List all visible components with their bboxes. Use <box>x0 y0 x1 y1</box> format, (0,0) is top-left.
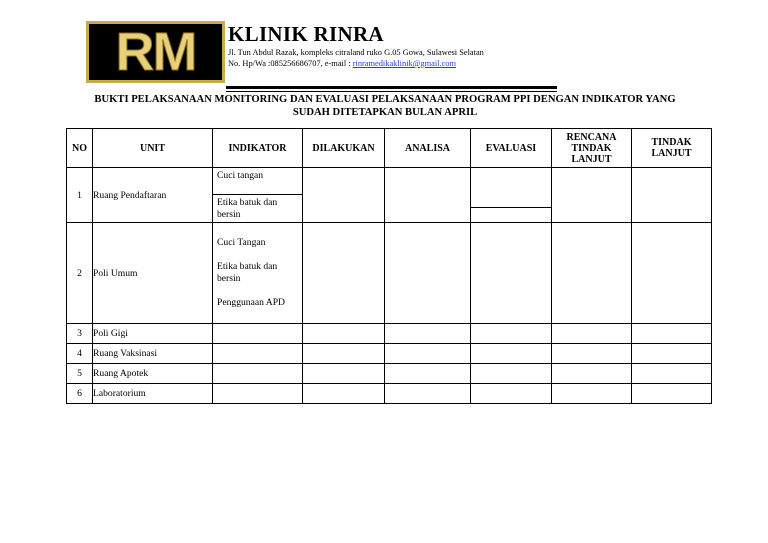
col-header-unit: UNIT <box>93 129 213 168</box>
header-row <box>67 129 712 168</box>
row-no: 6 <box>67 384 93 404</box>
cell-rencana <box>552 223 632 324</box>
table-row <box>67 324 712 344</box>
table-row <box>67 384 712 404</box>
table-row <box>67 223 712 324</box>
row-indikator <box>213 223 303 324</box>
indikator-item: Cuci tangan <box>213 170 302 195</box>
indikator-item: Etika batuk dan bersin <box>217 196 278 220</box>
row-unit: Ruang Vaksinasi <box>93 344 213 364</box>
row-indikator <box>213 168 303 223</box>
document-title <box>60 93 710 119</box>
cell-rencana <box>552 168 632 223</box>
clinic-name: KLINIK RINRA <box>228 22 384 46</box>
clinic-contact <box>228 58 456 69</box>
col-header-analisa: ANALISA <box>385 129 471 168</box>
clinic-logo <box>86 21 225 83</box>
row-unit: Ruang Pendaftaran <box>93 168 213 223</box>
title-line-2: SUDAH DITETAPKAN BULAN APRIL <box>292 107 478 118</box>
col-header-rencana: RENCANA TINDAK LANJUT <box>552 129 632 168</box>
contact-phone: No. Hp/Wa :085256686707, e-mail : <box>228 59 353 68</box>
clinic-address: Jl. Tun Abdul Razak, kompleks citraland ruko G.05 Gowa, Sulawesi Selatan <box>228 48 484 57</box>
logo-text: RM <box>115 22 196 82</box>
row-no: 4 <box>67 344 93 364</box>
row-unit: Ruang Apotek <box>93 364 213 384</box>
col-header-evaluasi: EVALUASI <box>471 129 552 168</box>
cell-tindak <box>632 168 712 223</box>
row-unit: Poli Umum <box>93 223 213 324</box>
cell-tindak <box>632 223 712 324</box>
evaluasi-sub-top <box>471 183 551 208</box>
col-header-dilakukan: DILAKUKAN <box>303 129 385 168</box>
title-line-1: BUKTI PELAKSANAAN MONITORING DAN EVALUASI PELAKSANAAN PROGRAM PPI DENGAN INDIKATOR YANG <box>94 94 676 105</box>
row-unit: Poli Gigi <box>93 324 213 344</box>
col-header-tindak: TINDAK LANJUT <box>632 129 712 168</box>
table-row <box>67 344 712 364</box>
indikator-item: Etika batuk dan bersin <box>217 261 278 284</box>
row-no: 1 <box>67 168 93 223</box>
header-rule-thin <box>226 91 557 92</box>
row-unit: Laboratorium <box>93 384 213 404</box>
cell-analisa <box>385 168 471 223</box>
table-row <box>67 364 712 384</box>
col-header-indikator: INDIKATOR <box>213 129 303 168</box>
row-no: 2 <box>67 223 93 324</box>
row-no: 5 <box>67 364 93 384</box>
table-row <box>67 168 712 223</box>
cell-dilakukan <box>303 223 385 324</box>
cell-dilakukan <box>303 168 385 223</box>
header-rule-thick <box>226 86 557 89</box>
row-no: 3 <box>67 324 93 344</box>
cell-evaluasi <box>471 168 552 223</box>
col-header-no: NO <box>67 129 93 168</box>
monitoring-table <box>66 128 712 404</box>
cell-analisa <box>385 223 471 324</box>
cell-evaluasi <box>471 223 552 324</box>
email-link[interactable]: rinramedikaklinik@gmail.com <box>352 59 457 68</box>
indikator-item: Penggunaan APD <box>217 297 285 308</box>
indikator-item: Cuci Tangan <box>217 237 266 248</box>
